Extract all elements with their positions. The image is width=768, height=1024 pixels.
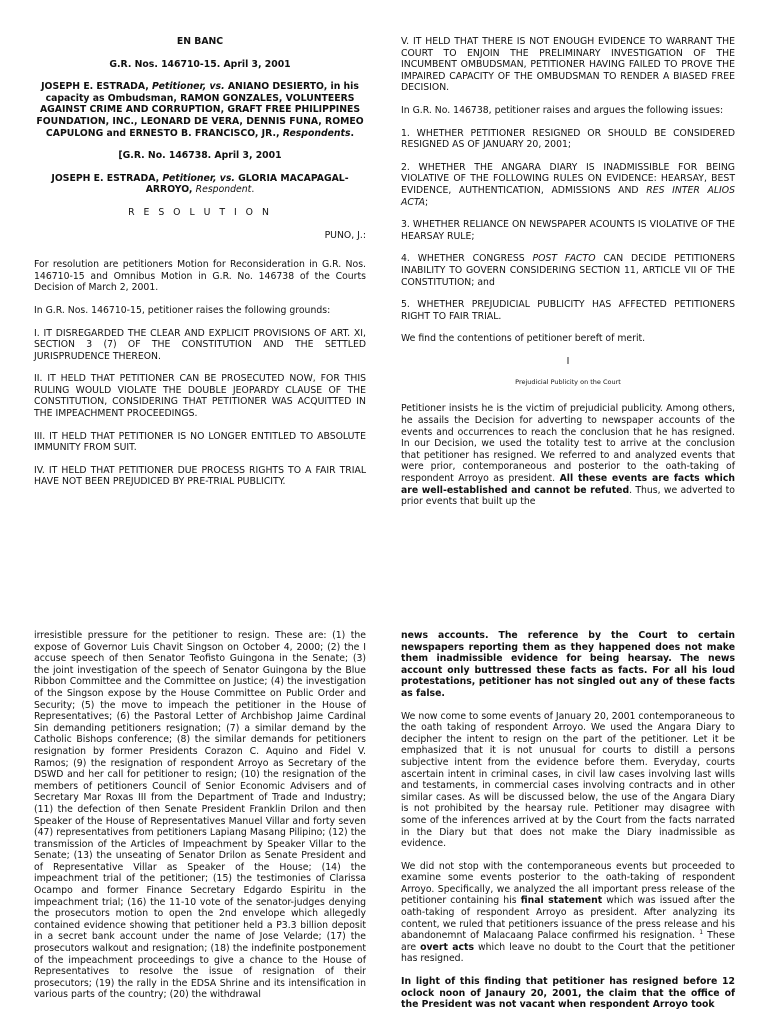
ground-1: I. IT DISREGARDED THE CLEAR AND EXPLICIT PROVISIONS OF ART. XI, SECTION 3 (7) OF THE CONSTITUTION AND THE SETTLED JURISPRUDENCE THEREON. [34,327,366,362]
issue-1: 1. WHETHER PETITIONER RESIGNED OR SHOULD BE CONSIDERED RESIGNED AS OF JANUARY 20, 2001; [401,127,735,151]
issue-2-latin: RES INTER ALIOS ACTA [401,184,735,208]
para3-bold-2: overt acts [420,941,474,953]
parties-period: . [350,127,355,139]
section-roman-numeral: I [566,355,570,367]
respondents-names: ANIANO DESIERTO, in his capacity as Ombudsman, RAMON GONZALES, VOLUNTEERS AGAINST CRIME AND CORRUPTION, GRAFT FREE PHILIPPINES FOUNDATION, INC., LEONARD DE VERA, DENNIS FUNA, ROMEO CAPULONG and ERNESTO B. FRANCISCO, JR., [36,81,364,139]
section-subheading: Prejudicial Publicity on the Court [515,378,621,387]
parties-period-2: . [251,184,255,196]
paragraph-final-statement [401,861,735,965]
finding-statement: We find the contentions of petitioner bereft of merit. [401,333,646,345]
page1-left-column [34,36,366,499]
issue-4-text: 4. WHETHER CONGRESS [401,253,533,265]
ground-4: IV. IT HELD THAT PETITIONER DUE PROCESS RIGHTS TO A FAIR TRIAL HAVE NOT BEEN PREJUDICED BY PRE-TRIAL PUBLICITY. [34,464,366,488]
para3-text-3: These are [401,930,735,953]
page2-right-column [401,630,735,1022]
petitioner-name: JOSEPH E. ESTRADA, [41,81,153,93]
paragraph-intro: For resolution are petitioners Motion for Reconsideration in G.R. Nos. 146710-15 and Omnibus Motion in G.R. No. 146738 of the Courts Decision of March 2, 2001. [34,259,366,294]
respondents-role: Respondents [282,127,351,139]
ground-5: V. IT HELD THAT THERE IS NOT ENOUGH EVIDENCE TO WARRANT THE COURT TO ENJOIN THE PRELIMINARY INVESTIGATION OF THE INCUMBENT OMBUDSMAN, PETITIONER HAVING FAILED TO PROVE THE IMPAIRED CAPACITY OF THE OMBUDSMAN TO RENDER A BIASED FREE DECISION. [401,36,735,94]
para3-text: We did not stop with the contemporaneous events but proceeded to examine some events posterior to the oath-taking of respondent Arroyo. Specifically, we analyzed the all important press release of the petitioner containing his [401,860,735,907]
paragraph-prejudicial-publicity [401,403,735,507]
petitioner-name-2: JOSEPH E. ESTRADA, [51,172,163,184]
paragraph-vacancy: In light of this finding that petitioner has resigned before 12 oclock noon of Janaury 20, 2001, the claim that the office of the President was not vacant when respondent Arroyo took [401,976,735,1011]
case-parties-2 [34,173,366,196]
case-number-heading-2: [G.R. No. 146738. April 3, 2001 [118,150,282,162]
paragraph-grounds-intro: In G.R. Nos. 146710-15, petitioner raises the following grounds: [34,304,331,316]
court-division-heading: EN BANC [176,36,224,47]
issue-5: 5. WHETHER PREJUDICIAL PUBLICITY HAS AFFECTED PETITIONERS RIGHT TO FAIR TRIAL. [401,299,735,322]
body-text: Petitioner insists he is the victim of prejudicial publicity. Among others, he assails the Decision for adverting to newspaper accounts of the events and occurrences to reach the conclusion that he has resigned. In our Decision, we used the totality test to arrive at the conclusion that petitioner has resigned. We referred to and analyzed events that were prior, contemporaneous and posterior to the oath-taking of respondent Arroyo as president. [401,403,735,485]
footnote-link[interactable]: 1 [699,929,704,937]
para3-text-4: which leave no doubt to the Court that the petitioner has resigned. [401,941,735,965]
body-text-end: . Thus, we adverted to prior events that built up the [401,484,735,508]
page2-left-column [34,630,366,1012]
para3-bold: final statement [520,895,603,907]
issue-2 [401,162,735,208]
body-bold: All these events are facts which are well-established and cannot be refuted [401,473,735,496]
paragraph-events-list: irresistible pressure for the petitioner to resign. These are: (1) the expose of Governor Luis Chavit Singson on October 4, 2000; (2) the I accuse speech of then Senator Teofisto Guingona in the Senate; (3) the joint investigation of the speech of Senator Guingona by the Blue Ribbon Committee and the Committee on Justice; (4) the investigation of the Singson expose by the House Committee on Public Order and Security; (5) the move to impeach the petitioner in the House of Representatives; (6) the Pastoral Letter of Archbishop Jaime Cardinal Sin demanding petitioners resignation; (7) a similar demand by the Catholic Bishops conference; (8) the similar demands for petitioners resignation by former Presidents Corazon C. Aquino and Fidel V. Ramos; (9) the resignation of respondent Arroyo as Secretary of the DSWD and her call for petitioner to resign; (10) the resignation of the members of petitioners Council of Senior Economic Advisers and of Secretary Mar Roxas III from the Department of Trade and Industry; (11) the defection of then Senate President Franklin Drilon and then Speaker of the House of Representatives Manuel Villar and forty seven (47) representatives from petitioners Lapiang Masang Pilipino; (12) the transmission of the Articles of Impeachment by Speaker Villar to the Senate; (13) the unseating of Senator Drilon as Senate President and of Representative Villar as Speaker of the House; (14) the impeachment trial of the petitioner; (15) the testimonies of Clarissa Ocampo and former Finance Secretary Edgardo Espiritu in the impeachment trial; (16) the 11-10 vote of the senator-judges denying the prosecutors motion to open the 2nd envelope which allegedly contained evidence showing that petitioner held a P3.3 billion deposit in a secret bank account under the name of Jose Velarde; (17) the prosecutors walkout and resignation; (18) the indefinite postponement of the impeachment proceedings to give a chance to the House of Representatives to resolve the issue of resignation of their prosecutors; (19) the rally in the EDSA Shrine and its intensification in various parts of the country; (20) the withdrawal [34,630,366,1001]
issue-2-text: 2. WHETHER THE ANGARA DIARY IS INADMISSIBLE FOR BEING VIOLATIVE OF THE FOLLOWING RULES ON EVIDENCE: HEARSAY, BEST EVIDENCE, AUTHENTICATION, ADMISSIONS AND [401,161,735,196]
resolution-heading: R E S O L U T I O N [128,206,272,218]
issue-4-end: CAN DECIDE PETITIONERS INABILITY TO GOVERN CONSIDERING SECTION 11, ARTICLE VII OF THE CONSTITUTION; and [401,253,735,288]
ground-2: II. IT HELD THAT PETITIONER CAN BE PROSECUTED NOW, FOR THIS RULING WOULD VIOLATE THE DOUBLE JEOPARDY CLAUSE OF THE CONSTITUTION, CONSIDERING THAT PETITIONER WAS ACQUITTED IN THE IMPEACHMENT PROCEEDINGS. [34,373,366,420]
respondent-role-2: Respondent [195,184,252,196]
issue-2-end: ; [425,196,429,208]
petitioner-role-2: Petitioner, vs. [162,172,235,184]
page-separator [0,600,768,616]
ground-3: III. IT HELD THAT PETITIONER IS NO LONGER ENTITLED TO ABSOLUTE IMMUNITY FROM SUIT. [34,430,366,454]
paragraph-angara-diary: We now come to some events of January 20, 2001 contemporaneous to the oath taking of respondent Arroyo. We used the Angara Diary to decipher the intent to resign on the part of the petitioner. Let it be emphasized that it is not unusual for courts to distill a persons subjective intent from the evidence before them. Everyday, courts ascertain intent in criminal cases, in civil law cases involving last wills and testaments, in commercial cases involving contracts and in other similar cases. As will be discussed below, the use of the Angara Diary is not prohibited by the hearsay rule. Petitioner may disagree with some of the inferences arrived at by the Court from the facts narrated in the Diary but that does not make the Diary inadmissible as evidence. [401,710,735,850]
page1-right-column [401,36,735,519]
issue-3: 3. WHETHER RELIANCE ON NEWSPAPER ACOUNTS IS VIOLATIVE OF THE HEARSAY RULE; [401,219,735,242]
issue-4-latin: POST FACTO [532,253,596,265]
para3-text-2: which was issued after the oath-taking of respondent Arroyo as president. After analyzing its content, we ruled that petitioners issuance of the press release and his abandonemnt of Malacaang Palace confirmed his resignation. [401,895,735,942]
case-number-heading: G.R. Nos. 146710-15. April 3, 2001 [109,58,291,70]
petitioner-role: Petitioner, vs. [152,81,225,93]
paragraph-news-accounts: news accounts. The reference by the Court to certain newspapers reporting them as they happened does not make them inadmissible evidence for being hearsay. The news account only buttressed these facts as facts. For all his loud protestations, petitioner has not singled out any of these facts as false. [401,630,735,699]
issue-4 [401,253,735,288]
ponente: PUNO, J.: [324,229,366,241]
case-parties-1 [34,81,366,139]
document-page-2 [0,616,768,1024]
paragraph-issues-intro: In G.R. No. 146738, petitioner raises and argues the following issues: [401,104,724,116]
respondent-name-2: GLORIA MACAPAGAL-ARROYO, [145,172,349,196]
